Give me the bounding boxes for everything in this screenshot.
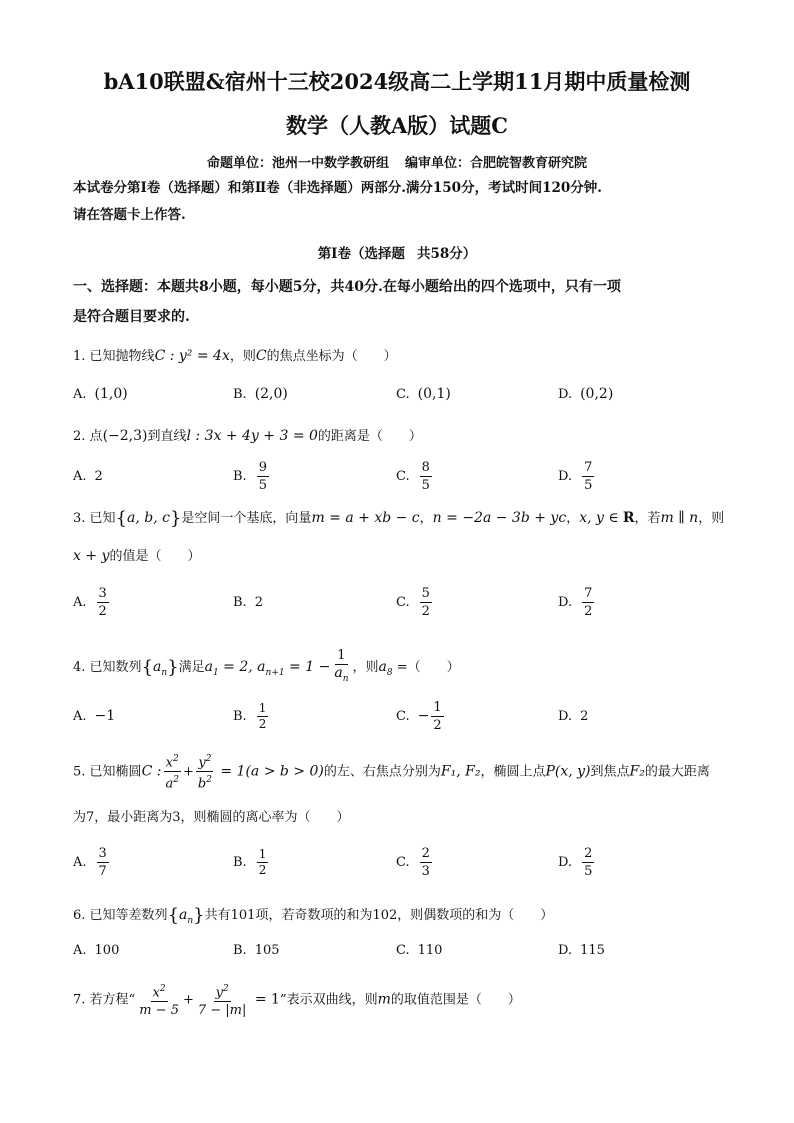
option-value: 115 (580, 942, 605, 958)
option-label: D. (558, 594, 573, 610)
math-fraction: $\frac{x^2}{a^2}$ (165, 754, 179, 792)
option-fraction: $\frac{3}{7}$ (98, 845, 107, 879)
section-heading-line: 是符合题目要求的. (73, 309, 190, 325)
option-a[interactable] (73, 456, 103, 496)
option-fraction: $\frac{3}{2}$ (98, 585, 107, 619)
option-label: C. (396, 468, 410, 484)
option-value: 105 (254, 942, 280, 958)
question-text: 共有101项，若奇数项的和为102，则偶数项的和为（ ） (204, 908, 554, 923)
math-expression: = 1 (250, 991, 280, 1008)
section-heading (73, 272, 733, 332)
option-b[interactable] (233, 842, 270, 882)
option-d[interactable] (558, 582, 596, 622)
exam-subtitle: 数学（人教A版）试题C (285, 113, 508, 138)
option-fraction: $\frac{2}{5}$ (584, 845, 593, 879)
option-label: D. (558, 468, 573, 484)
option-value: (0,2) (580, 386, 614, 402)
question-text: ， (566, 511, 580, 526)
question-text: =（ ） (392, 659, 460, 675)
question-text: 的值是（ ） (109, 549, 201, 564)
option-value: (0,1) (417, 386, 451, 402)
option-c[interactable] (396, 842, 434, 882)
option-fraction: $\frac{9}{5}$ (258, 459, 267, 493)
question-3-line2 (73, 545, 733, 564)
question-text: 已知数列 (89, 659, 142, 675)
math-expression: C : (141, 763, 162, 780)
option-fraction: $\frac{8}{5}$ (421, 459, 430, 493)
option-label: C. (396, 854, 410, 870)
question-number: 3. (73, 511, 86, 526)
math-expression: a, b, c (127, 510, 170, 526)
math-expression: n = −2a − 3b + yc (432, 510, 567, 526)
math-expression: $a_8$ (378, 658, 393, 678)
option-label: D. (558, 854, 573, 870)
option-label: A. (73, 854, 87, 870)
option-value: 100 (94, 942, 120, 958)
option-label: D. (558, 942, 573, 958)
option-a[interactable] (73, 374, 128, 414)
option-c[interactable] (396, 930, 442, 970)
options-q6 (73, 930, 733, 970)
math-variable: $a_n$ (153, 658, 168, 678)
question-1 (73, 345, 733, 364)
question-text: 到焦点 (590, 764, 630, 780)
question-2 (73, 425, 733, 444)
option-label: B. (233, 594, 247, 610)
question-text: ，椭圆上点 (480, 764, 546, 780)
option-value: 2 (94, 468, 103, 484)
math-expression: $a_1 = 2$, $a_{n+1} = 1$ − (204, 658, 331, 678)
exam-instructions (73, 175, 733, 229)
option-d[interactable] (558, 842, 596, 882)
option-a[interactable] (73, 696, 115, 736)
math-expression: = 1(a > b > 0) (215, 763, 324, 780)
question-text: 若方程“ (89, 992, 136, 1008)
question-text: 已知 (89, 511, 116, 526)
option-c[interactable] (396, 374, 451, 414)
question-6: 6. 已知等差数列$\{a_n\}$共有101项，若奇数项的和为102，则偶数项的和为（ ） (73, 905, 554, 926)
math-variable: C (255, 348, 267, 364)
option-label: B. (233, 854, 247, 870)
option-label: D. (558, 386, 573, 402)
option-d[interactable] (558, 930, 605, 970)
question-number: 7. (73, 992, 86, 1008)
option-fraction: $\frac{1}{2}$ (433, 699, 442, 733)
math-expression: P(x, y) (545, 763, 591, 780)
question-text: 的左、右焦点分别为 (323, 764, 441, 780)
math-expression: C : y² = 4x (154, 348, 230, 364)
math-expression: x, y ∈ (579, 510, 619, 526)
question-text: 的焦点坐标为（ ） (266, 349, 397, 364)
option-a[interactable] (73, 842, 111, 882)
math-fraction: $\frac{y^2}{7 - |m|}$ (197, 984, 247, 1019)
option-label: B. (233, 708, 247, 724)
option-value: 2 (254, 594, 263, 610)
question-text: 点 (89, 429, 103, 444)
option-value: 110 (417, 942, 443, 958)
option-fraction: $\frac{1}{2}$ (258, 846, 267, 877)
part-title (0, 242, 794, 262)
question-number: 5. (73, 764, 86, 780)
question-number: 1. (73, 349, 86, 364)
question-text: 为7，最小距离为3，则椭圆的离心率为（ ） (73, 810, 350, 825)
option-b[interactable] (233, 456, 271, 496)
math-expression: m = a + xb − c (311, 510, 420, 526)
section-heading-line: 一、选择题：本题共8小题，每小题5分，共40分.在每小题给出的四个选项中，只有一项 (73, 279, 621, 295)
options-q4 (73, 696, 733, 736)
option-value: 2 (580, 708, 589, 724)
option-c[interactable] (396, 696, 446, 736)
question-number: 6. (73, 908, 86, 923)
math-fraction: $\frac{y^2}{b^2}$ (197, 754, 212, 792)
question-text: 到直线 (147, 429, 187, 444)
question-text: ， (419, 511, 433, 526)
instruction-line: 请在答题卡上作答. (73, 207, 186, 223)
question-number: 4. (73, 659, 86, 675)
part-score: 共58分） (417, 246, 477, 262)
math-expression: l : 3x + 4y + 3 = 0 (186, 428, 318, 444)
question-text: 的最大距离 (644, 764, 710, 780)
option-d[interactable] (558, 456, 596, 496)
option-fraction: $\frac{7}{5}$ (584, 459, 593, 493)
option-fraction: $\frac{7}{2}$ (584, 585, 593, 619)
question-3: 3. 已知{a, b, c}是空间一个基底，向量m = a + xb − c，n = −2a − 3b + yc，x, y ∈ R，若m ∥ n，则 (73, 508, 725, 529)
option-b[interactable] (233, 930, 280, 970)
question-text: ，则 (698, 511, 725, 526)
options-q3 (73, 582, 733, 622)
option-label: A. (73, 386, 87, 402)
option-c[interactable] (396, 582, 434, 622)
options-q2 (73, 456, 733, 496)
option-fraction: $\frac{1}{2}$ (258, 700, 267, 731)
option-label: A. (73, 708, 87, 724)
option-label: A. (73, 468, 87, 484)
options-q5 (73, 842, 733, 882)
math-expression: F₁, F₂ (440, 763, 481, 780)
math-expression: m ∥ n (660, 510, 699, 526)
question-text: ，则 (352, 659, 379, 675)
part-title-label: 第Ⅰ卷（选择题 (317, 246, 406, 262)
question-7: 7. 若方程“ $\frac{x^2}{m - 5}$ + $\frac{y^2}{7 - |m|}$ = 1”表示双曲线，则m的取值范围是（ ） (73, 984, 521, 1019)
option-b[interactable] (233, 582, 263, 622)
math-variable: $a_n$ (179, 907, 194, 926)
question-5: 5. 已知椭圆C : $\frac{x^2}{a^2}$ + $\frac{y^2}{b^2}$ = 1(a > b > 0)的左、右焦点分别为F₁, F₂，椭圆上点P(x, y)到焦点F₂的最大距离 (73, 754, 710, 792)
option-value: −1 (94, 708, 116, 724)
math-variable: m (377, 991, 391, 1008)
exam-title: bA10联盟&宿州十三校2024级高二上学期11月期中质量检测 (103, 69, 691, 94)
question-number: 2. (73, 429, 86, 444)
proposer-label: 命题单位：池州一中数学教研组 (206, 156, 389, 171)
option-fraction: $\frac{5}{2}$ (421, 585, 430, 619)
option-sign: − (417, 708, 430, 724)
option-b[interactable] (233, 374, 288, 414)
math-expression: (−2,3) (102, 428, 148, 444)
question-text: 是空间一个基底，向量 (181, 511, 312, 526)
question-5-line2 (73, 806, 733, 825)
options-q1 (73, 374, 733, 414)
question-text: 已知等差数列 (89, 908, 168, 923)
question-4: 4. 已知数列$\{a_n\}$满足$a_1 = 2$, $a_{n+1} = 1$ − $\frac{1}{a_n}$ ，则$a_8$ =（ ） (73, 648, 733, 687)
option-value: (2,0) (254, 386, 288, 402)
math-expression: F₂ (629, 763, 645, 780)
question-text: 已知椭圆 (89, 764, 142, 780)
reviewer-label: 编审单位：合肥皖智教育研究院 (405, 156, 588, 171)
option-b[interactable] (233, 696, 270, 736)
option-label: A. (73, 594, 87, 610)
option-fraction: $\frac{2}{3}$ (421, 845, 430, 879)
math-fraction: $\frac{1}{a_n}$ (334, 648, 349, 684)
math-set: R (622, 510, 635, 526)
option-c[interactable] (396, 456, 434, 496)
option-label: B. (233, 942, 247, 958)
option-a[interactable] (73, 930, 119, 970)
option-label: C. (396, 386, 410, 402)
question-text: ，若 (634, 511, 661, 526)
option-label: D. (558, 708, 573, 724)
option-label: B. (233, 468, 247, 484)
question-text: 的距离是（ ） (317, 429, 422, 444)
option-d[interactable] (558, 374, 613, 414)
option-label: C. (396, 942, 410, 958)
option-label: C. (396, 708, 410, 724)
math-expression: x + y (73, 548, 110, 564)
question-text: 已知抛物线 (89, 349, 155, 364)
credits-line (0, 152, 794, 171)
option-d[interactable] (558, 696, 588, 736)
option-a[interactable] (73, 582, 111, 622)
math-fraction: $\frac{x^2}{m - 5}$ (139, 984, 179, 1019)
question-text: ”表示双曲线，则 (279, 992, 378, 1008)
option-value: (1,0) (94, 386, 128, 402)
question-text: 的取值范围是（ ） (390, 992, 521, 1008)
option-label: C. (396, 594, 410, 610)
option-label: A. (73, 942, 87, 958)
option-label: B. (233, 386, 247, 402)
question-text: 满足 (178, 659, 205, 675)
question-text: ，则 (229, 349, 256, 364)
instruction-line: 本试卷分第Ⅰ卷（选择题）和第Ⅱ卷（非选择题）两部分.满分150分，考试时间120分钟. (73, 180, 602, 196)
